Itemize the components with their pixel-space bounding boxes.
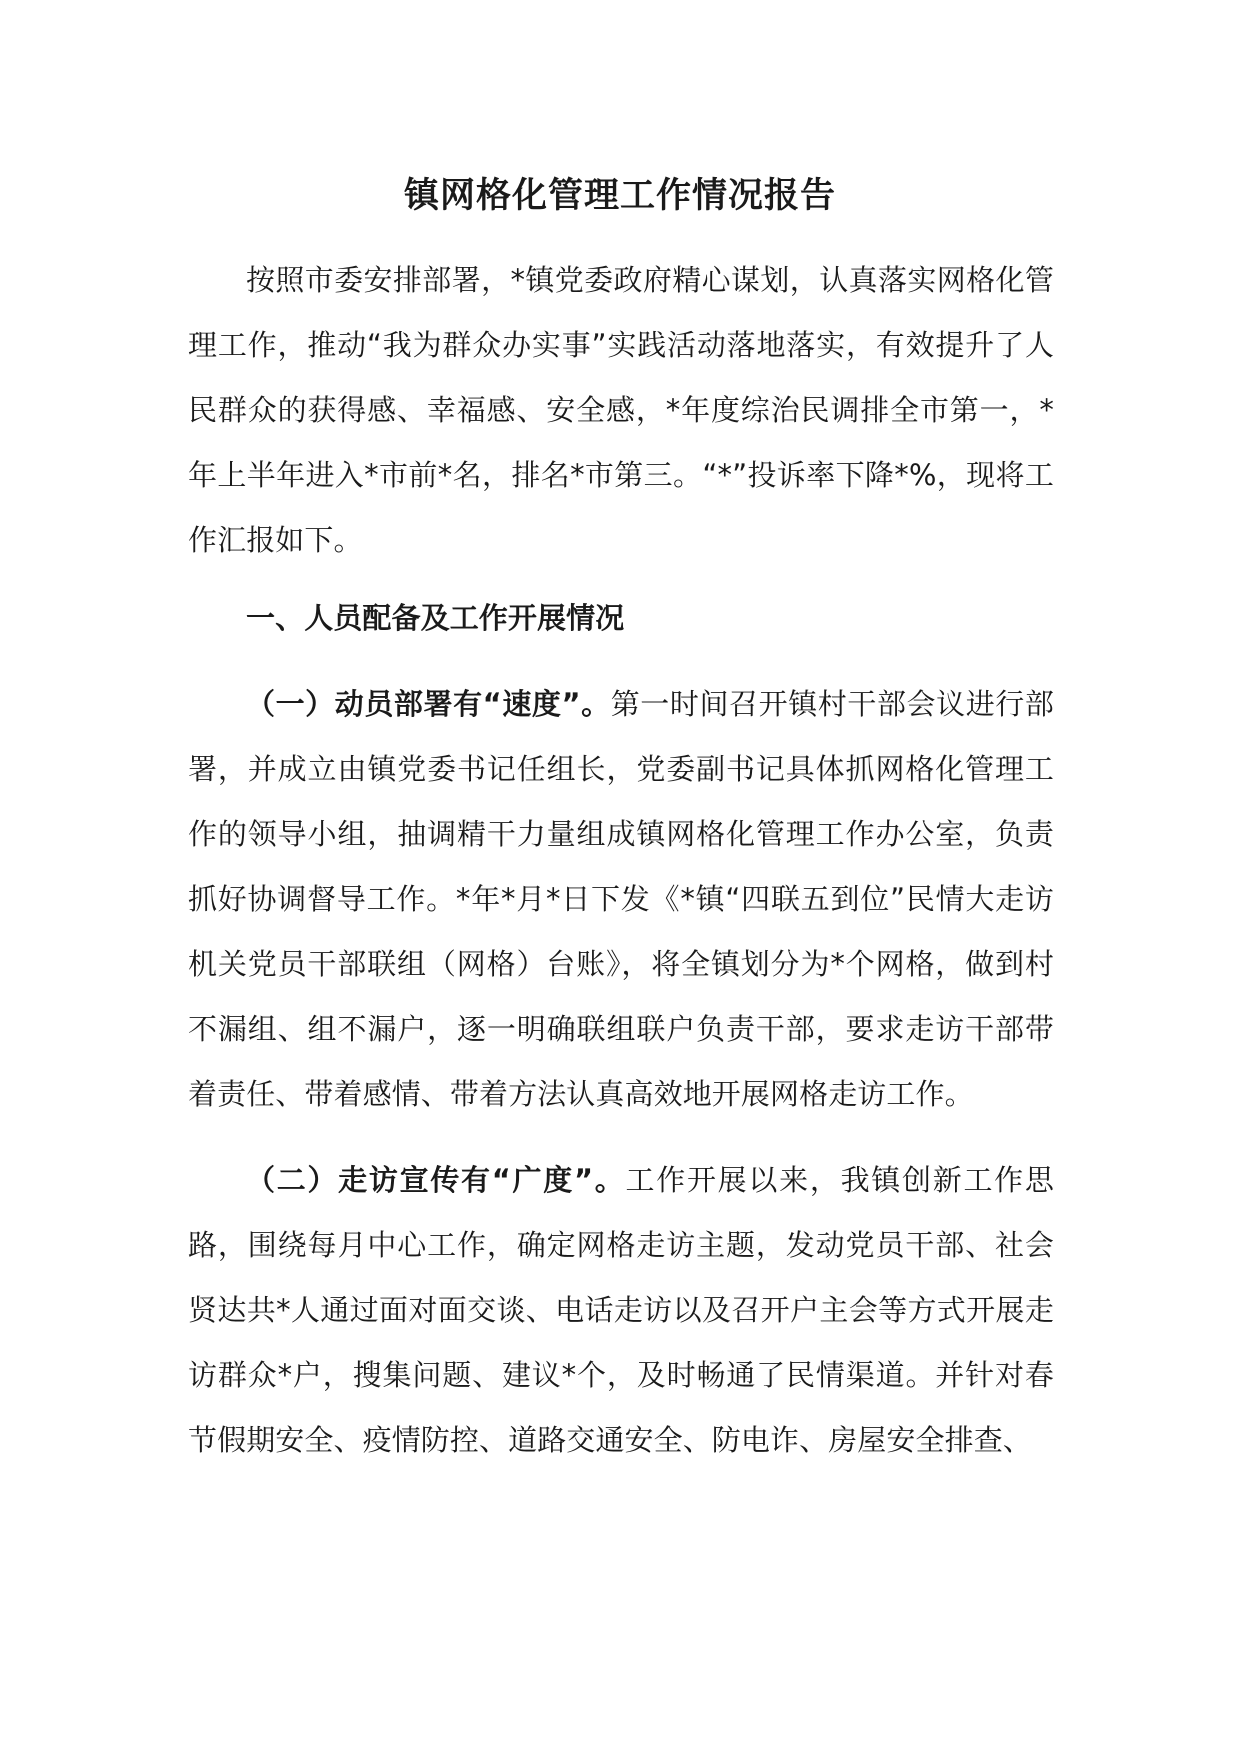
document-title: 镇网格化管理工作情况报告 [403,176,836,216]
subsection-lead: （二）走访宣传有“广度”。 [246,1163,626,1197]
section-heading: 一、人员配备及工作开展情况 [246,601,625,635]
subsection-paragraph [188,1148,1054,1473]
subsection-text: 工作开展以来，我镇创新工作思路，围绕每月中心工作，确定网格走访主题，发动党员干部、社会贤达共*人通过面对面交谈、电话走访以及召开户主会等方式开展走访群众*户，搜集问题、建议*个，及时畅通了民情渠道。并针对春节假期安全、疫情防控、道路交通安全、防电诈、房屋安全排查、 [188,1163,1055,1457]
subsection-paragraph [188,672,1054,1127]
subsection-text: 第一时间召开镇村干部会议进行部署，并成立由镇党委书记任组长，党委副书记具体抓网格化管理工作的领导小组，抽调精干力量组成镇网格化管理工作办公室，负责抓好协调督导工作。*年*月*日下发《*镇“四联五到位”民情大走访机关党员干部联组（网格）台账》，将全镇划分为*个网格，做到村不漏组、组不漏户，逐一明确联组联户负责干部，要求走访干部带着责任、带着感情、带着方法认真高效地开展网格走访工作。 [188,687,1054,1111]
intro-paragraph: 按照市委安排部署，*镇党委政府精心谋划，认真落实网格化管理工作，推动“我为群众办实事”实践活动落地落实，有效提升了人民群众的获得感、幸福感、安全感，*年度综治民调排全市第一，*年上半年进入*市前*名，排名*市第三。“*”投诉率下降*%，现将工作汇报如下。 [188,263,1054,557]
subsection-lead: （一）动员部署有“速度”。 [246,687,611,721]
